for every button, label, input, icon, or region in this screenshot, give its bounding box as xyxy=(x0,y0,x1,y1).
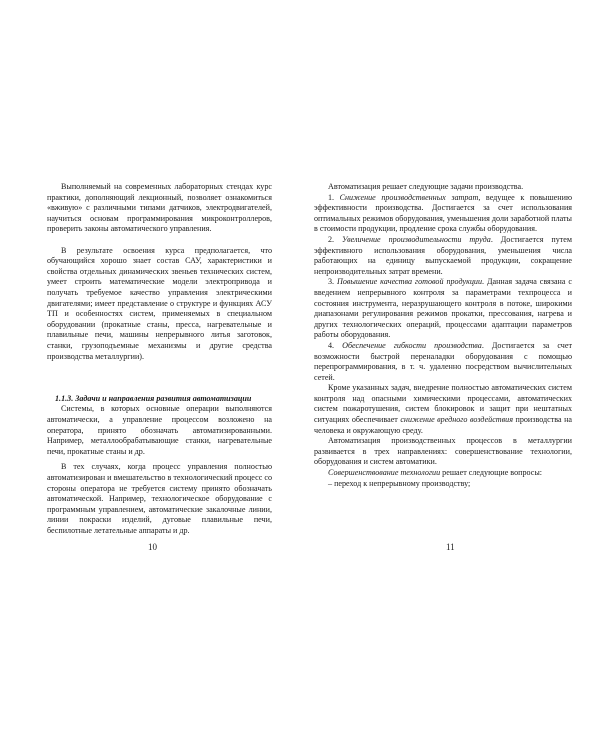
item-title: Повышение качества готовой продукции xyxy=(337,277,482,287)
section-heading: 1.1.3. Задачи и направления развития автоматизации xyxy=(55,393,252,403)
item-number: 4. xyxy=(328,340,335,350)
item-text: . Достигается за счет возможности быстрой переналадки оборудования с помощью перепрограммирования, в т. ч. удаленно посредством вычислительных сетей. xyxy=(314,340,573,382)
item-title: Обеспечение гибкости производства xyxy=(342,340,482,350)
paragraph: Кроме указанных задач, внедрение полностью автоматических систем контроля над опасными химическими процессами, автоматических систем пожаротушения, систем блокировок и защит при нештатных ситуациях обеспечивает снижение вредного воздействия производства на человека и окружающую среду. xyxy=(314,383,573,435)
right-page-text xyxy=(314,182,572,489)
list-item xyxy=(314,193,572,235)
emphasis: снижение вредного воздействия xyxy=(400,415,513,425)
left-page-text xyxy=(47,182,272,537)
list-item xyxy=(314,341,572,383)
paragraph: В результате освоения курса предполагается, что обучающийся хорошо знает состав САУ, характеристики и свойства отдельных динамических звеньев технических систем, умеет строить математические модели электропривода и получать требуемое качество управления электрическими двигателями; имеет представление о структуре и функциях АСУ ТП и особенностях систем, применяемых в специальном оборудовании (прокатные станы, пресса, нагревательные и плавильные печи, машины непрерывного литья заготовок, станки, грузоподъемные механизмы и другие средства производства металлургии). xyxy=(47,245,272,361)
paragraph: В тех случаях, когда процесс управления полностью автоматизирован и вмешательство в технологический процесс со стороны оператора не требуется систему принято обозначать автоматической. Например, технологическое оборудование с программным управлением, автоматические закалочные линии, линии покраски изделий, дуговые плавильные печи, беспилотные летательные аппараты и др. xyxy=(47,462,272,535)
paragraph: Системы, в которых основные операции выполняются автоматически, а управление процессом возложено на оператора, принято обозначать автоматизированными. Например, металлообрабатывающие станки, нагревательные печи, прокатные станы и др. xyxy=(47,404,272,456)
item-title: Снижение производственных затрат xyxy=(339,192,479,202)
emphasis: Совершенствование технологии xyxy=(328,468,441,478)
bullet-item: – переход к непрерывному производству; xyxy=(328,478,471,488)
right-page xyxy=(300,0,600,750)
list-item xyxy=(314,235,572,277)
paragraph: Автоматизация решает следующие задачи производства. xyxy=(328,182,524,191)
page-number: 11 xyxy=(446,542,455,552)
list-item xyxy=(314,277,572,341)
item-text: . Данная задача связана с введением непрерывного контроля за параметрами техпроцесса и состояния инструмента, неразрушающего контроля в потоке, широкими диапазонами регулирования режимов прокатки, прессования, нагрева и других технологических операций, процессами адаптации параметров работы оборудования. xyxy=(314,277,573,340)
item-number: 2. xyxy=(328,234,335,244)
paragraph: Совершенствование технологии решает следующие вопросы: xyxy=(328,468,543,478)
page-number: 10 xyxy=(148,542,157,552)
paragraph: Автоматизация производственных процессов в металлургии развивается в трех направлениях: совершенствование технологии, оборудования и систем автоматики. xyxy=(314,436,572,467)
item-number: 3. xyxy=(328,277,335,287)
item-text: , ведущее к повышению эффективности производства. Достигается за счет использования оптимальных режимов оборудования, уменьшения доли заработной платы в стоимости продукции, продление срока службы оборудования. xyxy=(314,192,572,234)
item-title: Увеличение производительности труда xyxy=(342,234,491,244)
paragraph: Выполняемый на современных лабораторных стендах курс практики, дополняющий лекционный, позволяет ознакомиться «вживую» с различными типами датчиков, электродвигателей, научиться основам программирования микроконтроллеров, проверить законы автоматического управления. xyxy=(47,182,272,234)
item-number: 1. xyxy=(328,192,335,202)
item-text: . Достигается путем эффективного использования оборудования, уменьшения числа работающих на единицу выпускаемой продукции, сокращение непроизводительных затрат времени. xyxy=(314,234,572,276)
